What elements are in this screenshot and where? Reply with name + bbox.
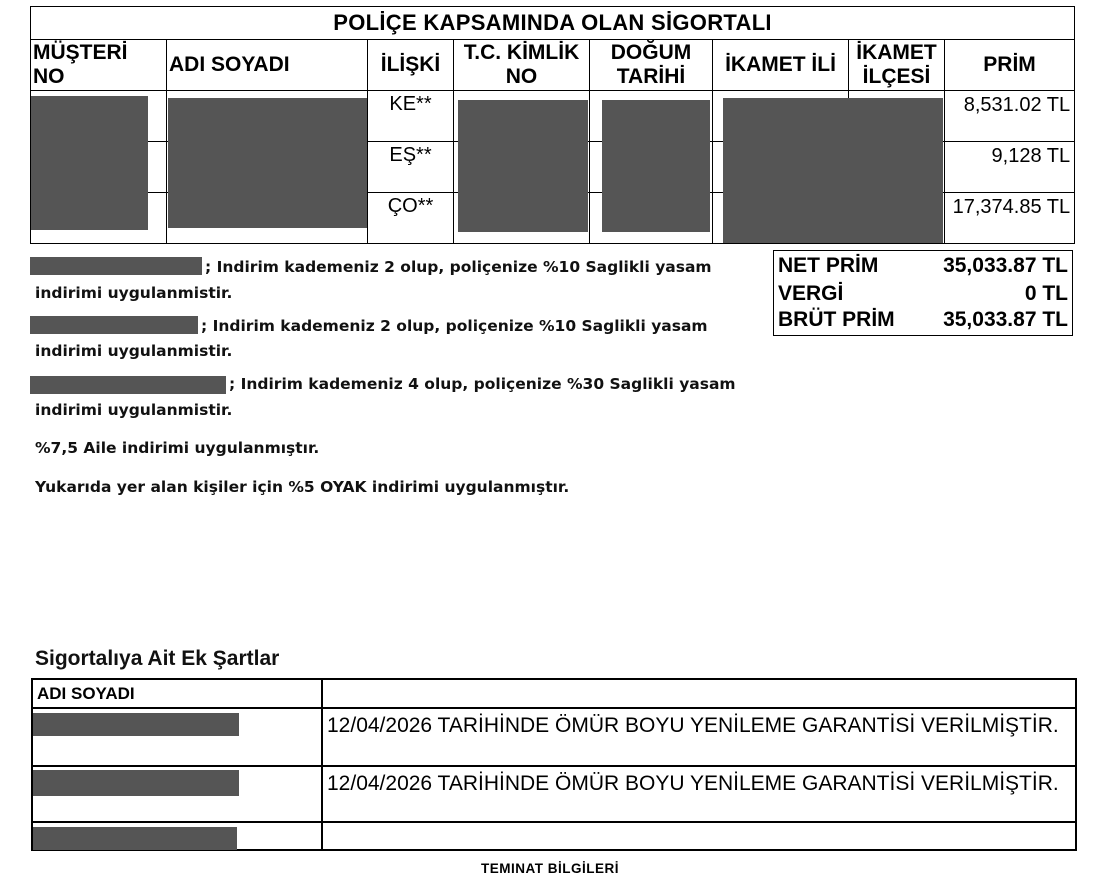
insured-table-title: POLİÇE KAPSAMINDA OLAN SİGORTALI xyxy=(31,7,1075,40)
redaction-condition-name-3 xyxy=(33,827,237,850)
header-relation: İLİŞKİ xyxy=(368,40,454,91)
redaction-full-name xyxy=(168,98,367,228)
discount-note-2: ; Indirim kademeniz 2 olup, poliçenize %10 Saglikli yasam xyxy=(201,317,708,335)
extra-conditions-table xyxy=(31,678,1077,851)
discount-note-3-cont: indirimi uygulanmistir. xyxy=(35,401,233,419)
condition-text-cell: 12/04/2026 TARİHİNDE ÖMÜR BOYU YENİLEME GARANTİSİ VERİLMİŞTİR. xyxy=(322,766,1076,822)
header-national-id: T.C. KİMLİK NO xyxy=(454,40,590,91)
premium-cell: 17,374.85 TL xyxy=(945,193,1075,244)
net-premium-value: 35,033.87 TL xyxy=(943,254,1068,277)
relation-cell: KE** xyxy=(368,91,454,142)
coverage-section-title: TEMINAT BİLGİLERİ xyxy=(481,861,619,876)
redaction-national-id xyxy=(458,100,588,232)
redaction-name-2 xyxy=(30,316,198,334)
oyak-discount-note: Yukarıda yer alan kişiler için %5 OYAK indirimi uygulanmıştır. xyxy=(35,478,570,496)
premium-cell: 9,128 TL xyxy=(945,142,1075,193)
redaction-name-1 xyxy=(30,257,202,275)
tax-value: 0 TL xyxy=(1024,282,1068,305)
discount-note-1-cont: indirimi uygulanmistir. xyxy=(35,284,233,302)
condition-text-cell: 12/04/2026 TARİHİNDE ÖMÜR BOYU YENİLEME GARANTİSİ VERİLMİŞTİR. xyxy=(322,708,1076,766)
redaction-name-3 xyxy=(30,376,226,394)
discount-note-2-cont: indirimi uygulanmistir. xyxy=(35,342,233,360)
discount-note-1: ; Indirim kademeniz 2 olup, poliçenize %10 Saglikli yasam xyxy=(205,258,712,276)
header-residence-city: İKAMET İLİ xyxy=(713,40,849,91)
net-premium-line xyxy=(778,254,1068,282)
family-discount-note: %7,5 Aile indirimi uygulanmıştır. xyxy=(35,439,320,457)
premium-totals xyxy=(773,250,1073,336)
header-customer-no: MÜŞTERİ NO xyxy=(31,40,167,91)
redaction-condition-name-1 xyxy=(33,713,239,736)
header-full-name: ADI SOYADI xyxy=(167,40,368,91)
redaction-birth-date xyxy=(602,100,710,232)
gross-premium-value: 35,033.87 TL xyxy=(943,308,1068,331)
extra-conditions-title: Sigortalıya Ait Ek Şartlar xyxy=(35,647,280,670)
tax-label: VERGİ xyxy=(778,282,844,305)
premium-cell: 8,531.02 TL xyxy=(945,91,1075,142)
gross-premium-label: BRÜT PRİM xyxy=(778,308,895,331)
header-premium: PRİM xyxy=(945,40,1075,91)
discount-note-3: ; Indirim kademeniz 4 olup, poliçenize %30 Saglikli yasam xyxy=(229,375,736,393)
redaction-customer-no xyxy=(31,96,148,230)
redaction-condition-name-2 xyxy=(33,770,239,796)
extra-conditions-condition-header xyxy=(322,679,1076,708)
tax-line xyxy=(778,282,1068,310)
net-premium-label: NET PRİM xyxy=(778,254,879,277)
redaction-residence xyxy=(723,98,943,243)
extra-conditions-name-header: ADI SOYADI xyxy=(32,679,322,708)
relation-cell: ÇO** xyxy=(368,193,454,244)
condition-text-cell xyxy=(322,822,1076,850)
relation-cell: EŞ** xyxy=(368,142,454,193)
gross-premium-line xyxy=(778,308,1068,336)
header-birth-date: DOĞUM TARİHİ xyxy=(590,40,713,91)
header-residence-district: İKAMET İLÇESİ xyxy=(849,40,945,91)
